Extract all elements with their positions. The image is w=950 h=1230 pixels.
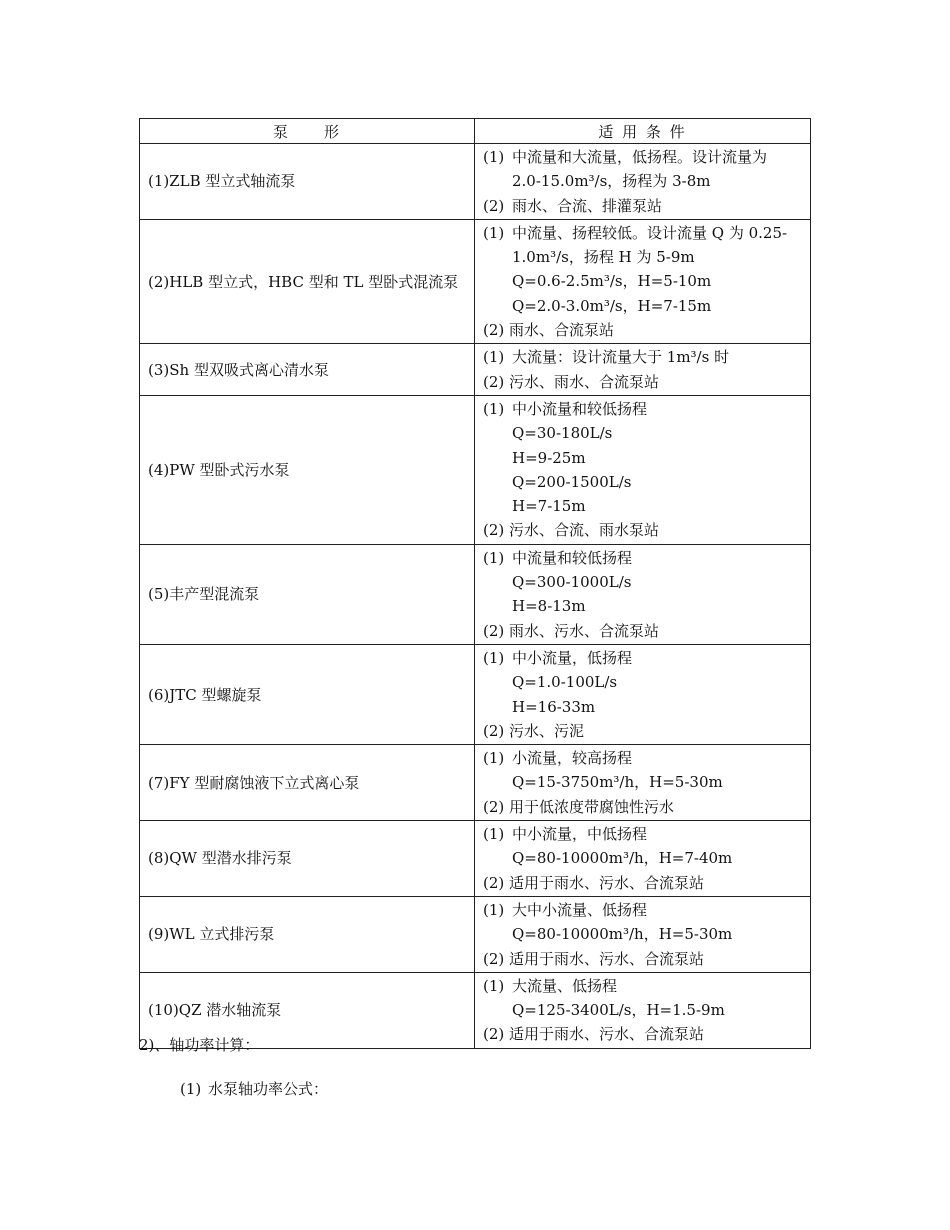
condition-line xyxy=(483,470,804,494)
condition-text: H=8-13m xyxy=(512,597,586,616)
condition-line xyxy=(483,494,804,518)
condition-text: (2) 适用于雨水、污水、合流泵站 xyxy=(483,1025,705,1044)
condition-number: (1) xyxy=(483,548,505,567)
condition-number: (1) xyxy=(483,976,505,995)
pump-type-cell: (9)WL 立式排污泵 xyxy=(140,896,475,972)
condition-line xyxy=(483,922,804,946)
condition-number: (1) xyxy=(483,399,505,418)
table-row xyxy=(140,395,811,544)
condition-line xyxy=(483,594,804,618)
condition-text: Q=15-3750m³/h，H=5-30m xyxy=(512,773,723,792)
pump-type-cell: (1)ZLB 型立式轴流泵 xyxy=(140,144,475,220)
pump-type-cell: (7)FY 型耐腐蚀液下立式离心泵 xyxy=(140,745,475,821)
condition-line xyxy=(483,871,804,895)
condition-line xyxy=(483,619,804,643)
condition-number: (1) xyxy=(483,900,505,919)
section-heading: 2)、轴功率计算： xyxy=(139,1036,260,1054)
condition-line xyxy=(483,221,804,245)
table-row xyxy=(140,344,811,396)
conditions-cell xyxy=(475,544,811,644)
condition-line xyxy=(483,822,804,846)
pump-type-table xyxy=(139,118,811,1049)
conditions-cell xyxy=(475,344,811,396)
table-row xyxy=(140,544,811,644)
condition-text: Q=125-3400L/s，H=1.5-9m xyxy=(512,1001,725,1020)
condition-line xyxy=(483,169,804,193)
condition-line xyxy=(483,318,804,342)
condition-number: (2) xyxy=(483,196,505,215)
table-row xyxy=(140,219,811,343)
condition-line xyxy=(483,570,804,594)
condition-number: (1) xyxy=(483,825,505,844)
condition-text: 中流量和大流量，低扬程。设计流量为 xyxy=(512,148,768,166)
condition-text: 雨水、合流、排灌泵站 xyxy=(512,196,663,215)
condition-line xyxy=(483,646,804,670)
condition-text: 大流量、低扬程 xyxy=(512,976,618,995)
condition-line xyxy=(483,1022,804,1046)
condition-text: Q=300-1000L/s xyxy=(512,573,632,592)
condition-line xyxy=(483,546,804,570)
condition-text: H=16-33m xyxy=(512,697,596,716)
header-conditions: 适 用 条 件 xyxy=(475,119,811,144)
pump-type-cell: (3)Sh 型双吸式离心清水泵 xyxy=(140,344,475,396)
condition-line xyxy=(483,370,804,394)
table-row xyxy=(140,821,811,897)
condition-text: 1.0m³/s，扬程 H 为 5-9m xyxy=(512,248,695,267)
condition-text: H=9-25m xyxy=(512,448,586,467)
table-row xyxy=(140,144,811,220)
condition-line xyxy=(483,269,804,293)
conditions-cell xyxy=(475,745,811,821)
condition-text: Q=200-1500L/s xyxy=(512,472,632,491)
condition-text: 中流量和较低扬程 xyxy=(512,548,633,567)
condition-text: (2) 雨水、合流泵站 xyxy=(483,321,615,340)
condition-line xyxy=(483,746,804,770)
condition-line xyxy=(483,518,804,542)
condition-text: Q=0.6-2.5m³/s，H=5-10m xyxy=(512,272,712,291)
condition-line xyxy=(483,345,804,369)
condition-text: 大流量：设计流量大于 1m³/s 时 xyxy=(512,348,730,367)
table-row xyxy=(140,896,811,972)
condition-text: (2) 用于低浓度带腐蚀性污水 xyxy=(483,797,675,816)
condition-text: 2.0-15.0m³/s，扬程为 3-8m xyxy=(512,172,711,191)
condition-line xyxy=(483,770,804,794)
condition-text: 中小流量，中低扬程 xyxy=(512,825,648,844)
condition-line xyxy=(483,846,804,870)
condition-line xyxy=(483,421,804,445)
condition-line xyxy=(483,294,804,318)
pump-type-cell: (10)QZ 潜水轴流泵 xyxy=(140,972,475,1048)
condition-line xyxy=(483,947,804,971)
condition-line xyxy=(483,719,804,743)
table-row xyxy=(140,745,811,821)
pump-type-cell: (8)QW 型潜水排污泵 xyxy=(140,821,475,897)
condition-text: (2) 适用于雨水、污水、合流泵站 xyxy=(483,873,705,892)
condition-line xyxy=(483,145,804,169)
condition-text: H=7-15m xyxy=(512,497,586,516)
conditions-cell xyxy=(475,972,811,1048)
table-row xyxy=(140,644,811,744)
condition-number: (1) xyxy=(483,223,505,242)
condition-number: (1) xyxy=(483,648,505,667)
condition-line xyxy=(483,194,804,218)
condition-line xyxy=(483,998,804,1022)
condition-line xyxy=(483,695,804,719)
condition-line xyxy=(483,446,804,470)
condition-text: 小流量，较高扬程 xyxy=(512,749,633,768)
condition-line xyxy=(483,397,804,421)
conditions-cell xyxy=(475,395,811,544)
condition-number: (1) xyxy=(483,749,505,768)
pump-type-cell: (6)JTC 型螺旋泵 xyxy=(140,644,475,744)
condition-text: Q=30-180L/s xyxy=(512,424,613,443)
condition-text: (2) 雨水、污水、合流泵站 xyxy=(483,621,660,640)
conditions-cell xyxy=(475,219,811,343)
condition-text: (2) 污水、合流、雨水泵站 xyxy=(483,521,660,540)
table-header-row xyxy=(140,119,811,144)
condition-text: 中流量、扬程较低。设计流量 Q 为 0.25- xyxy=(512,223,788,242)
condition-text: Q=1.0-100L/s xyxy=(512,673,618,692)
condition-text: Q=2.0-3.0m³/s，H=7-15m xyxy=(512,296,712,315)
conditions-cell xyxy=(475,896,811,972)
pump-type-cell: (4)PW 型卧式污水泵 xyxy=(140,395,475,544)
condition-text: Q=80-10000m³/h，H=5-30m xyxy=(512,925,733,944)
condition-text: (2) 污水、污泥 xyxy=(483,721,585,740)
conditions-cell xyxy=(475,144,811,220)
condition-text: (2) 适用于雨水、污水、合流泵站 xyxy=(483,949,705,968)
condition-text: (2) 污水、雨水、合流泵站 xyxy=(483,372,660,391)
header-pump-type: 泵 形 xyxy=(140,119,475,144)
condition-line xyxy=(483,245,804,269)
condition-line xyxy=(483,974,804,998)
condition-number: (1) xyxy=(483,348,505,367)
condition-text: 中小流量和较低扬程 xyxy=(512,399,648,418)
condition-line xyxy=(483,795,804,819)
pump-type-cell: (5)丰产型混流泵 xyxy=(140,544,475,644)
condition-line xyxy=(483,898,804,922)
condition-text: 中小流量，低扬程 xyxy=(512,648,633,667)
pump-type-cell: (2)HLB 型立式，HBC 型和 TL 型卧式混流泵 xyxy=(140,219,475,343)
condition-text: Q=80-10000m³/h，H=7-40m xyxy=(512,849,733,868)
condition-text: 大中小流量、低扬程 xyxy=(512,900,648,919)
subsection-text: 水泵轴功率公式： xyxy=(208,1080,329,1098)
subsection-number: (1) xyxy=(180,1080,202,1098)
condition-number: (1) xyxy=(483,148,505,166)
conditions-cell xyxy=(475,821,811,897)
condition-line xyxy=(483,670,804,694)
table-body xyxy=(140,144,811,1049)
subsection-item xyxy=(180,1077,328,1101)
conditions-cell xyxy=(475,644,811,744)
